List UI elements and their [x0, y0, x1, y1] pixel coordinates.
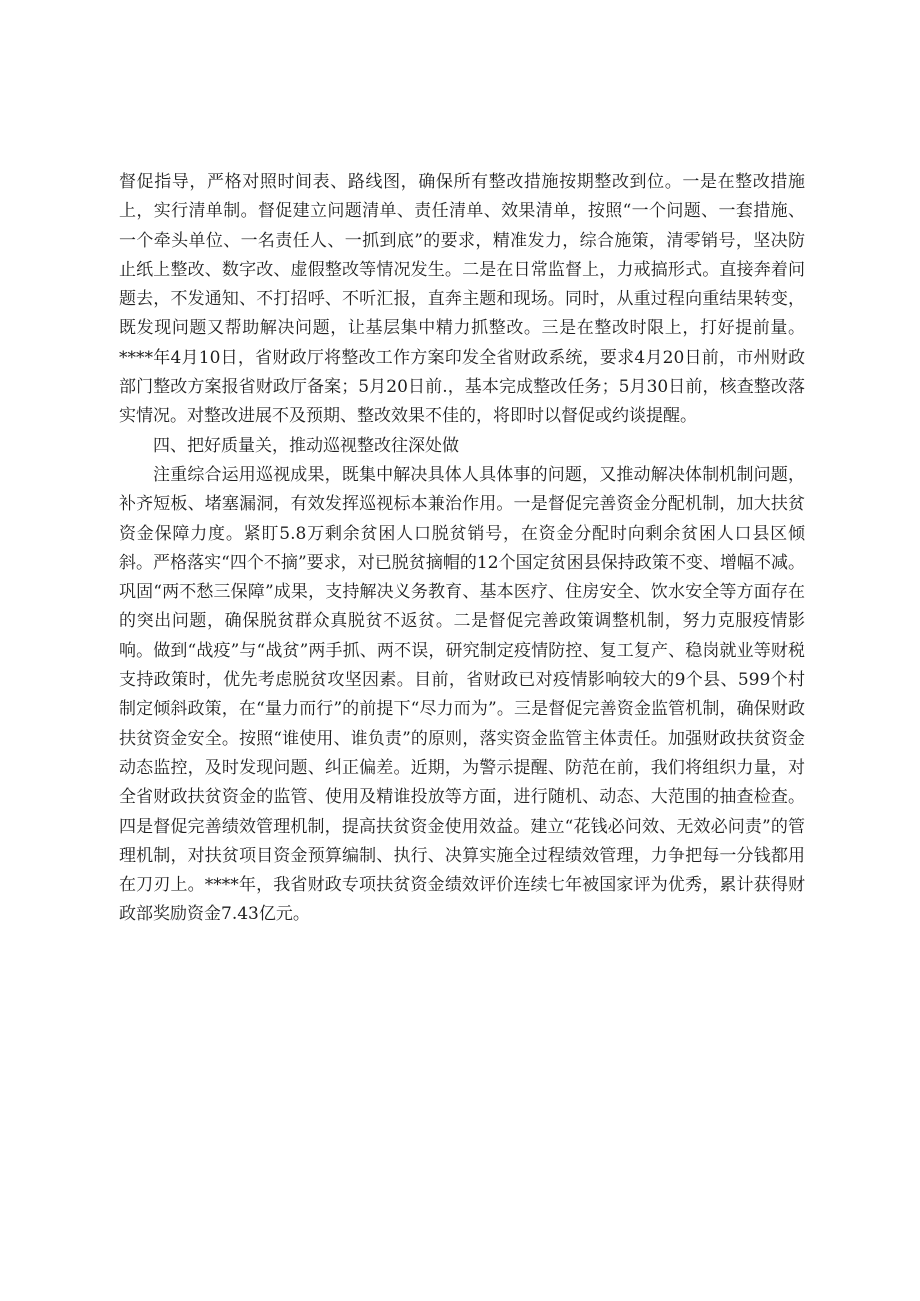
body-paragraph: 注重综合运用巡视成果，既集中解决具体人具体事的问题，又推动解决体制机制问题，补齐短板、堵塞漏洞，有效发挥巡视标本兼治作用。一是督促完善资金分配机制，加大扶贫资金保障力度。紧盯5.8万剩余贫困人口脱贫销号，在资金分配时向剩余贫困人口县区倾斜。严格落实“四个不摘”要求，对已脱贫摘帽的12个国定贫困县保持政策不变、增幅不减。巩固“两不愁三保障”成果，支持解决义务教育、基本医疗、住房安全、饮水安全等方面存在的突出问题，确保脱贫群众真脱贫不返贫。二是督促完善政策调整机制，努力克服疫情影响。做到“战疫”与“战贫”两手抓、两不误，研究制定疫情防控、复工复产、稳岗就业等财税支持政策时，优先考虑脱贫攻坚因素。目前，省财政已对疫情影响较大的9个县、599个村制定倾斜政策，在“量力而行”的前提下“尽力而为”。三是督促完善资金监管机制，确保财政扶贫资金安全。按照“谁使用、谁负责”的原则，落实资金监管主体责任。加强财政扶贫资金动态监控，及时发现问题、纠正偏差。近期，为警示提醒、防范在前，我们将组织力量，对全省财政扶贫资金的监管、使用及精谁投放等方面，进行随机、动态、大范围的抽查检查。四是督促完善绩效管理机制，提高扶贫资金使用效益。建立“花钱必问效、无效必问责”的管理机制，对扶贫项目资金预算编制、执行、决算实施全过程绩效管理，力争把每一分钱都用在刀刃上。****年，我省财政专项扶贫资金绩效评价连续七年被国家评为优秀，累计获得财政部奖励资金7.43亿元。: [119, 464, 805, 925]
body-paragraph: 督促指导，严格对照时间表、路线图，确保所有整改措施按期整改到位。一是在整改措施上，实行清单制。督促建立问题清单、责任清单、效果清单，按照“一个问题、一套措施、一个牵头单位、一名责任人、一抓到底”的要求，精准发力，综合施策，清零销号，坚决防止纸上整改、数字改、虚假整改等情况发生。二是在日常监督上，力戒搞形式。直接奔着问题去，不发通知、不打招呼、不听汇报，直奔主题和现场。同时，从重过程向重结果转变，既发现问题又帮助解决问题，让基层集中精力抓整改。三是在整改时限上，打好提前量。****年4月10日，省财政厅将整改工作方案印发全省财政系统，要求4月20日前，市州财政部门整改方案报省财政厅备案；5月20日前.，基本完成整改任务；5月30日前，核查整改落实情况。对整改进展不及预期、整改效果不佳的，将即时以督促或约谈提醒。: [119, 172, 805, 427]
document-body: [119, 168, 805, 930]
section-heading: 四、把好质量关，推动巡视整改往深处做: [153, 435, 459, 456]
